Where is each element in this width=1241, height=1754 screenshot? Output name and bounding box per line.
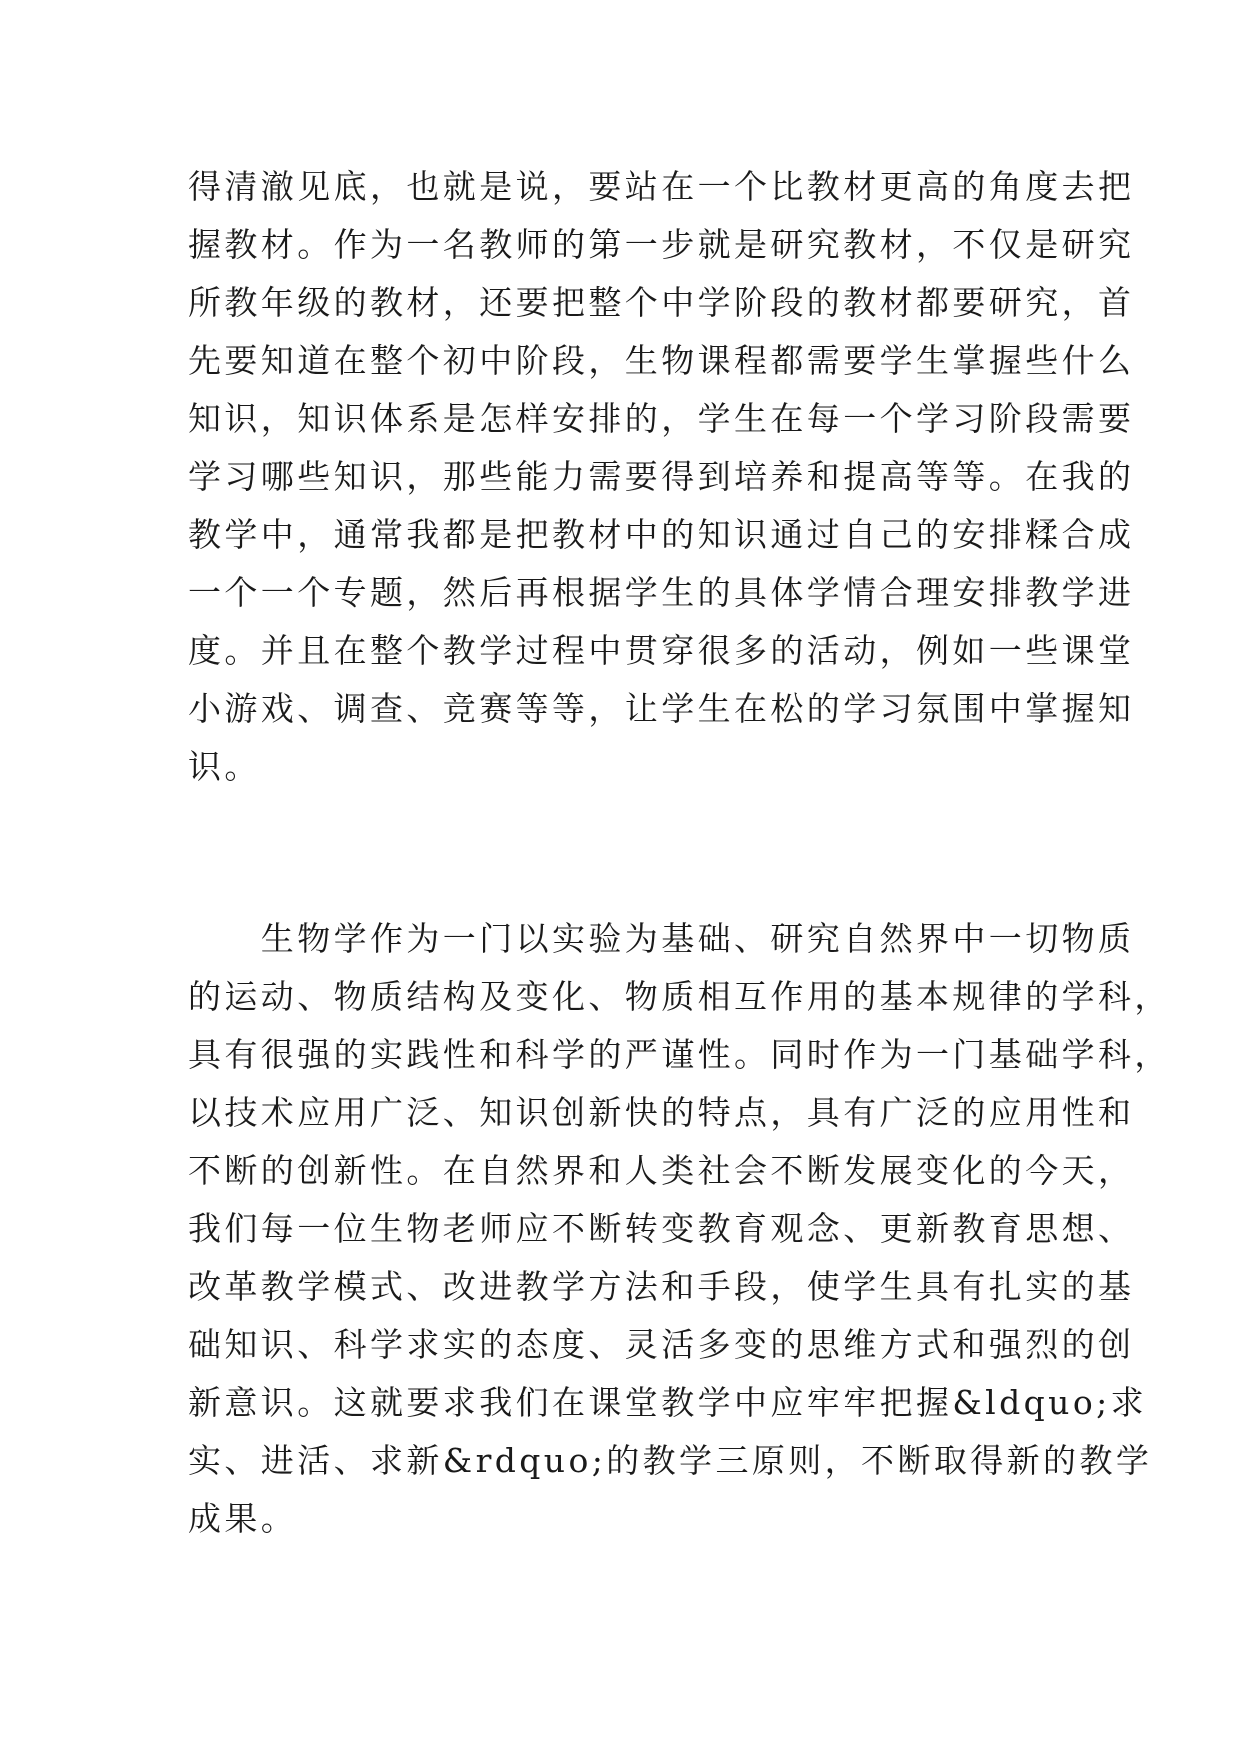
text-line: 先要知道在整个初中阶段，生物课程都需要学生掌握些什么 xyxy=(188,341,1135,380)
text-line: 一个一个专题，然后再根据学生的具体学情合理安排教学进 xyxy=(188,573,1135,612)
text-line: 成果。 xyxy=(188,1499,298,1538)
text-line: 所教年级的教材，还要把整个中学阶段的教材都要研究，首 xyxy=(188,283,1135,322)
text-line: 教学中，通常我都是把教材中的知识通过自己的安排糅合成 xyxy=(188,515,1135,554)
text-line: 握教材。作为一名教师的第一步就是研究教材，不仅是研究 xyxy=(188,225,1135,264)
text-line: 学习哪些知识，那些能力需要得到培养和提高等等。在我的 xyxy=(188,457,1135,496)
text-line: 知识，知识体系是怎样安排的，学生在每一个学习阶段需要 xyxy=(188,399,1135,438)
text-line: 的运动、物质结构及变化、物质相互作用的基本规律的学科， xyxy=(188,977,1171,1016)
text-line: 础知识、科学求实的态度、灵活多变的思维方式和强烈的创 xyxy=(188,1325,1135,1364)
text-line: 改革教学模式、改进教学方法和手段，使学生具有扎实的基 xyxy=(188,1267,1135,1306)
text-line: 以技术应用广泛、知识创新快的特点，具有广泛的应用性和 xyxy=(188,1093,1135,1132)
text-line: 不断的创新性。在自然界和人类社会不断发展变化的今天， xyxy=(188,1151,1135,1190)
text-line: 小游戏、调查、竞赛等等，让学生在松的学习氛围中掌握知 xyxy=(188,689,1135,728)
paragraph-1 xyxy=(188,158,1135,796)
text-line: 识。 xyxy=(188,747,261,786)
paragraph-2 xyxy=(188,910,1171,1548)
text-line: 我们每一位生物老师应不断转变教育观念、更新教育思想、 xyxy=(188,1209,1135,1248)
text-line: 具有很强的实践性和科学的严谨性。同时作为一门基础学科， xyxy=(188,1035,1171,1074)
text-line: 生物学作为一门以实验为基础、研究自然界中一切物质 xyxy=(188,919,1135,958)
text-line: 新意识。这就要求我们在课堂教学中应牢牢把握&ldquo;求 xyxy=(188,1383,1148,1422)
text-line: 实、进活、求新&rdquo;的教学三原则，不断取得新的教学 xyxy=(188,1441,1153,1480)
text-line: 得清澈见底，也就是说，要站在一个比教材更高的角度去把 xyxy=(188,167,1135,206)
text-line: 度。并且在整个教学过程中贯穿很多的活动，例如一些课堂 xyxy=(188,631,1135,670)
